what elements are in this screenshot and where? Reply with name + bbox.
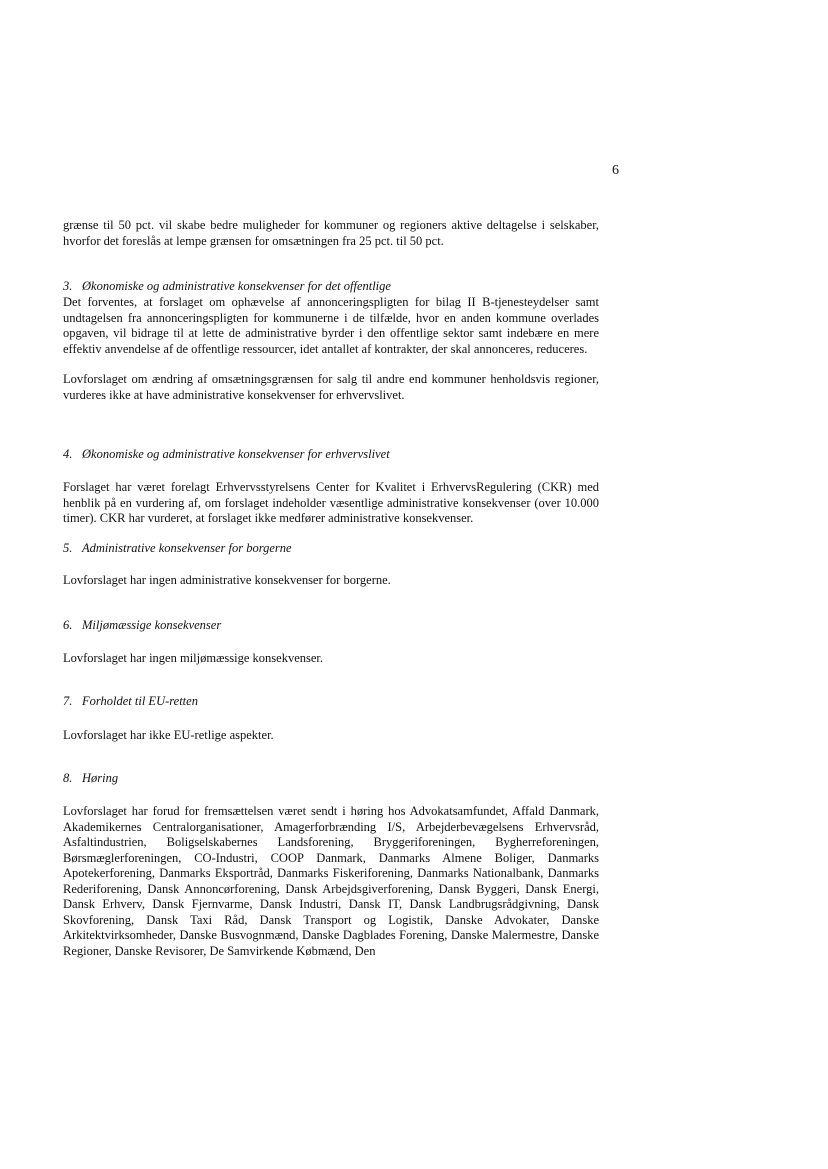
section-number: 3. xyxy=(63,279,73,293)
section-title: Miljømæssige konsekvenser xyxy=(82,618,222,632)
section-4-heading xyxy=(63,447,599,463)
paragraph: Lovforslaget har ingen miljømæssige konsekvenser. xyxy=(63,651,324,665)
section-8-heading xyxy=(63,771,599,787)
section-4-body xyxy=(63,480,599,527)
section-title: Økonomiske og administrative konsekvenser for det offentlige xyxy=(82,279,391,293)
section-number: 7. xyxy=(63,694,73,708)
section-title: Forholdet til EU-retten xyxy=(82,694,198,708)
section-title: Administrative konsekvenser for borgerne xyxy=(82,541,292,555)
paragraph: Det forventes, at forslaget om ophævelse af annonceringspligten for bilag II B-tjenesteydelser samt undtagelsen fra annonceringspligten for kommunerne i de tilfælde, hvor en anden kommune overlades opgaven, vil bidrage til at lette de administrative byrder i den offentlige sektor samt indebære en mere effektiv anvendelse af de offentlige ressourcer, idet antallet af kontrakter, der skal annonceres, reduceres. xyxy=(63,295,599,356)
section-7-body xyxy=(63,728,599,744)
section-5-heading xyxy=(63,541,599,557)
paragraph: Lovforslaget har ingen administrative konsekvenser for borgerne. xyxy=(63,573,391,587)
section-3-body xyxy=(63,295,599,403)
section-6-heading xyxy=(63,618,599,634)
paragraph: Lovforslaget har ikke EU-retlige aspekter. xyxy=(63,728,274,742)
section-5-body xyxy=(63,573,599,589)
section-title: Økonomiske og administrative konsekvenser for erhvervslivet xyxy=(82,447,390,461)
paragraph: Lovforslaget har forud for fremsættelsen været sendt i høring hos Advokatsamfundet, Affald Danmark, Akademikernes Centralorganisationer, Amagerforbrænding I/S, Arbejderbevægelsens Erhvervsråd, Asfaltindustrien, Boligselskabernes Landsforening, Bryggeriforeningen, Bygherreforeningen, Børsmæglerforeningen, CO-Industri, COOP Danmark, Danmarks Almene Boliger, Danmarks Apotekerforening, Danmarks Eksportråd, Danmarks Fiskeriforening, Danmarks Nationalbank, Danmarks Rederiforening, Dansk Annoncørforening, Dansk Arbejdsgiverforening, Dansk Byggeri, Dansk Energi, Dansk Erhverv, Dansk Fjernvarme, Dansk Industri, Dansk IT, Dansk Landbrugsrådgivning, Dansk Skovforening, Dansk Taxi Råd, Dansk Transport og Logistik, Danske Advokater, Danske Arkitektvirksomheder, Danske Busvognmænd, Danske Dagblades Forening, Danske Malermestre, Danske Regioner, Danske Revisorer, De Samvirkende Købmænd, Den xyxy=(63,804,599,958)
page-number: 6 xyxy=(612,163,619,178)
section-8-body xyxy=(63,804,599,959)
paragraph: Lovforslaget om ændring af omsætningsgrænsen for salg til andre end kommuner henholdsvis regioner, vurderes ikke at have administrative konsekvenser for erhvervslivet. xyxy=(63,372,599,402)
intro-paragraph xyxy=(63,218,599,249)
section-number: 8. xyxy=(63,771,73,785)
intro-text: grænse til 50 pct. vil skabe bedre muligheder for kommuner og regioners aktive deltagelse i selskaber, hvorfor det foreslås at lempe grænsen for omsætningen fra 25 pct. til 50 pct. xyxy=(63,218,599,248)
section-number: 6. xyxy=(63,618,73,632)
paragraph: Forslaget har været forelagt Erhvervsstyrelsens Center for Kvalitet i ErhvervsRegulering (CKR) med henblik på en vurdering af, om forslaget indeholder væsentlige administrative konsekvenser (over 10.000 timer). CKR har vurderet, at forslaget ikke medfører administrative konsekvenser. xyxy=(63,480,599,525)
section-6-body xyxy=(63,651,599,667)
section-number: 5. xyxy=(63,541,73,555)
section-3-heading xyxy=(63,279,599,295)
section-number: 4. xyxy=(63,447,73,461)
section-title: Høring xyxy=(82,771,119,785)
section-7-heading xyxy=(63,694,599,710)
